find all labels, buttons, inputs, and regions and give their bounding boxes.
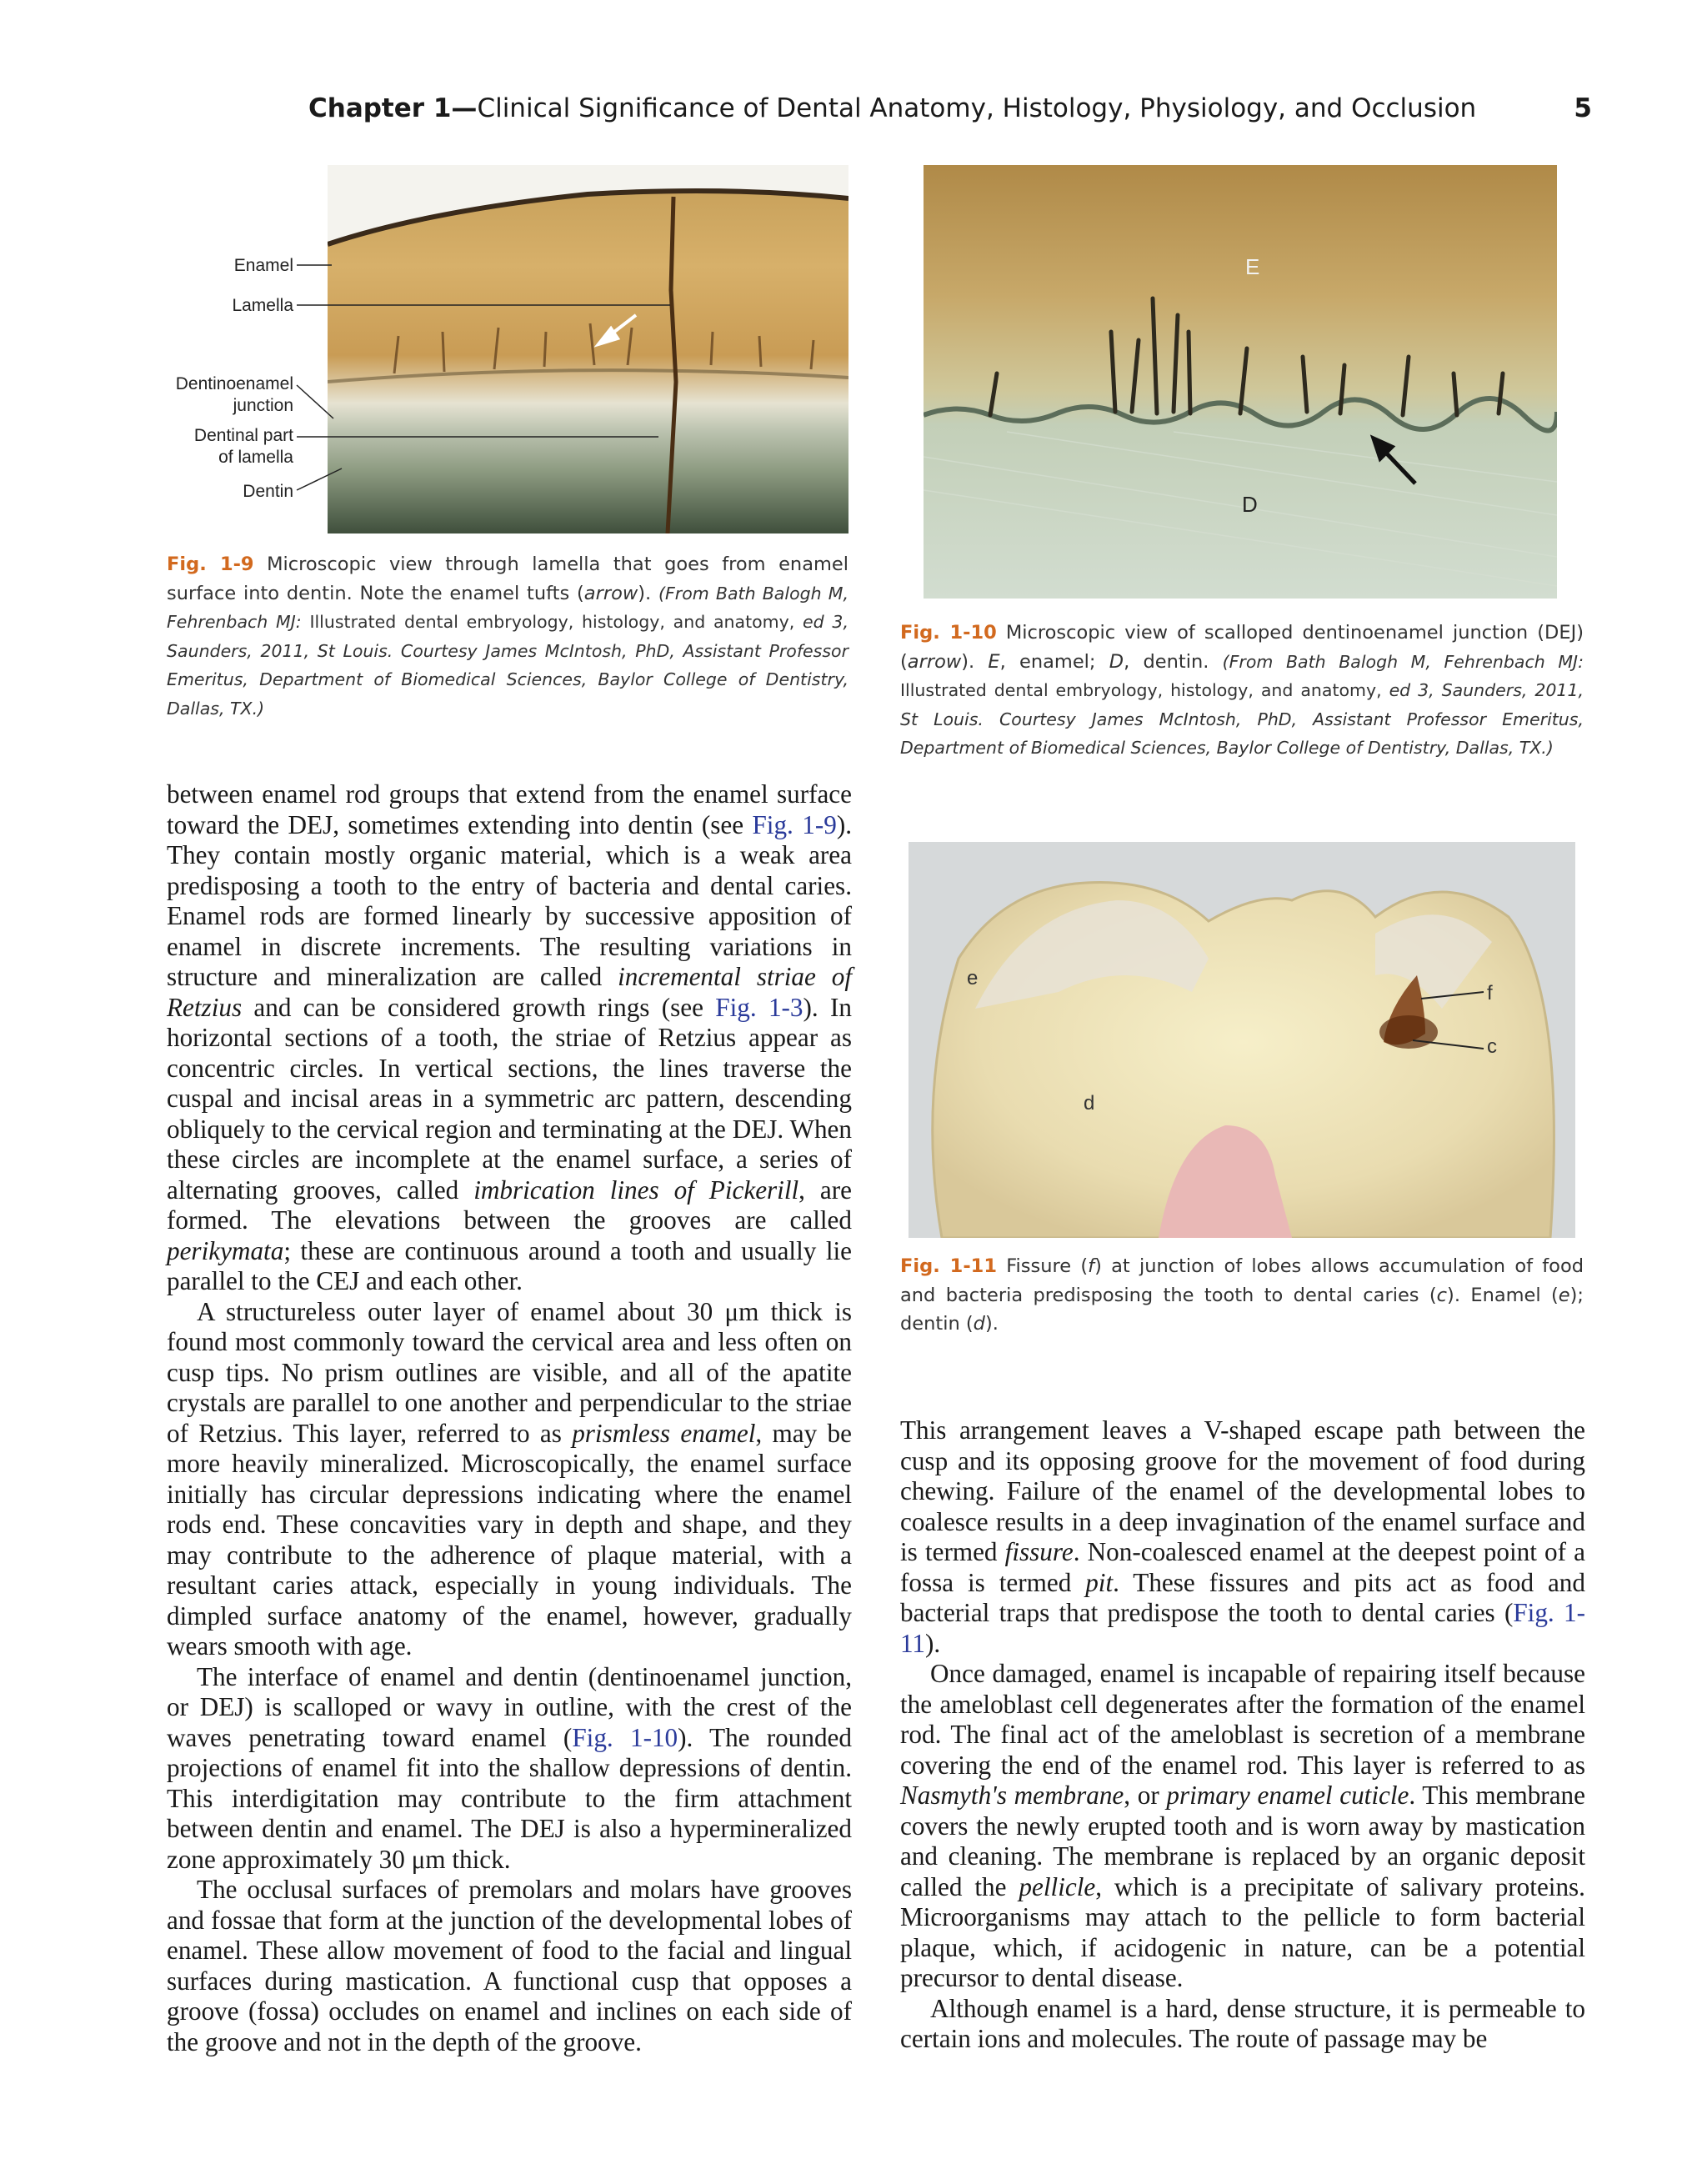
caption-text: Fissure (	[996, 1255, 1089, 1277]
label-dentin: Dentin	[243, 482, 293, 501]
label-dentinal-part	[150, 425, 293, 468]
right-paragraph-3	[900, 1994, 1585, 2055]
text: ). The rounded projections of enamel fit into the shallow depressions of dentin. This interdigitation may contribute to the firm attachment between dentin and enamel. The DEJ is also a hypermineralized zone approximately 30 μm thick.	[167, 1722, 852, 1874]
text: , or	[1124, 1781, 1167, 1810]
caption-text: ).	[961, 650, 989, 673]
label-dej	[150, 373, 293, 417]
text: ). In horizontal sections of a tooth, the striae of Retzius appear as concentric circles. In vertical sections, the lines traverse the cuspal and incisal areas in a symmetric arc pattern, descending obliquely to the cervical region and terminating at the DEJ. When these circles are incomplete at the enamel surface, a series of alternating grooves, called	[167, 992, 852, 1205]
caption-italic: d	[973, 1313, 985, 1335]
fig-1-10-caption	[900, 619, 1584, 763]
label-e: e	[967, 967, 979, 989]
italic-term: primary enamel cuticle	[1166, 1781, 1409, 1810]
label-dentinal-part-line2: of lamella	[218, 448, 293, 467]
fig-1-11-label: Fig. 1-11	[900, 1255, 997, 1277]
text: This arrangement leaves a V-shaped escape path between the cusp and its opposing groove for the movement of food during chewing. Failure of the enamel of the developmental lobes to coalesce results in a deep invagination of the enamel surface and is termed	[900, 1415, 1585, 1566]
text: A structureless outer layer of enamel about 30 μm thick is found most commonly toward the cervical area and less often on cusp tips. No prism outlines are visible, and all of the apatite crystals are parallel to one another and perpendicular to the striae of Retzius. This layer, referred to as	[167, 1296, 852, 1448]
caption-text: Microscopic view through lamella that goes from enamel surface into dentin. Note the enamel tufts (	[167, 554, 848, 604]
caption-source: (From Bath Balogh M, Fehrenbach MJ:	[167, 583, 848, 632]
caption-text: ).	[638, 582, 659, 604]
fig-1-10-image	[924, 165, 1557, 599]
italic-term: pellicle	[1019, 1871, 1096, 1901]
label-dej-line1: Dentinoenamel	[175, 374, 293, 393]
fig-reference-link[interactable]: Fig. 1-9	[752, 809, 837, 839]
label-D: D	[1242, 492, 1258, 517]
running-header	[308, 93, 1592, 132]
text: and can be considered growth rings (see	[242, 992, 716, 1022]
caption-source: (From Bath Balogh M, Fehrenbach MJ:	[1222, 651, 1584, 672]
italic-term: fissure	[1004, 1537, 1074, 1566]
label-E: E	[1245, 254, 1260, 279]
callout-leader-lines	[292, 250, 675, 500]
caption-text: , dentin.	[1124, 650, 1223, 673]
text: Although enamel is a hard, dense structure, it is permeable to certain ions and molecules. The route of passage may be	[900, 1993, 1585, 2053]
fig-1-9-label: Fig. 1-9	[167, 554, 254, 575]
fig-1-10-label: Fig. 1-10	[900, 622, 997, 644]
caption-italic: f	[1088, 1255, 1095, 1277]
page-number: 5	[1574, 93, 1592, 123]
text: ).	[925, 1628, 941, 1658]
fig-1-11-image	[909, 842, 1575, 1238]
caption-source: ed 3, Saunders, 2011, St Louis. Courtesy James McIntosh, PhD, Assistant Professor Emeritus, Department of Biomedical Sciences, Baylor College of Dentistry, Dallas, TX.)	[167, 612, 848, 719]
caption-italic: e	[1558, 1284, 1570, 1306]
text: ). They contain mostly organic material, which is a weak area predisposing a tooth to the entry of bacteria and dental caries. Enamel rods are formed linearly by successive apposition of enamel in discrete increments. The resulting variations in structure and mineralization are called	[167, 809, 852, 991]
text: . This membrane covers the newly erupted tooth and is worn away by mastication and cleaning. The membrane is replaced by an organic deposit called the	[900, 1781, 1585, 1901]
caption-text: Microscopic view of scalloped dentinoenamel junction (DEJ) (	[900, 622, 1584, 673]
caption-text: ) at junction of lobes allows accumulation of food and bacteria predisposing the tooth to dental caries (	[900, 1255, 1584, 1306]
label-lamella: Lamella	[232, 296, 293, 315]
caption-text: ). Enamel (	[1447, 1284, 1559, 1306]
right-paragraph-2	[900, 1659, 1585, 1994]
text: The interface of enamel and dentin (dentinoenamel junction, or DEJ) is scalloped or wavy in outline, with the crest of the waves penetrating toward enamel (	[167, 1661, 852, 1752]
chapter-label: Chapter 1—	[308, 93, 478, 123]
label-dej-line2: junction	[233, 396, 293, 415]
text: Once damaged, enamel is incapable of repairing itself because the ameloblast cell degenerates after the formation of the enamel rod. The final act of the ameloblast is secretion of a membrane covering the end of the enamel rod. This layer is referred to as	[900, 1659, 1585, 1780]
caption-source: Illustrated dental embryology, histology, and anatomy,	[309, 612, 803, 632]
italic-term: perikymata	[167, 1235, 284, 1265]
fig-1-9-caption	[167, 550, 848, 723]
caption-source: ed 3, Saunders, 2011, St Louis. Courtesy James McIntosh, PhD, Assistant Professor Emeritus, Department of Biomedical Sciences, Baylor College of Dentistry, Dallas, TX.)	[900, 680, 1584, 758]
left-paragraph-3	[167, 1662, 852, 1876]
left-paragraph-4	[167, 1875, 852, 2057]
caption-text: , enamel;	[999, 650, 1109, 673]
fig-reference-link[interactable]: Fig. 1-11	[900, 1598, 1585, 1658]
fig-reference-link[interactable]: Fig. 1-3	[715, 992, 803, 1022]
right-paragraph-1	[900, 1415, 1585, 1659]
caption-source: Illustrated dental embryology, histology, and anatomy,	[900, 680, 1389, 700]
chapter-title: Clinical Significance of Dental Anatomy, Histology, Physiology, and Occlusion	[477, 93, 1477, 123]
italic-term: imbrication lines of Pickerill	[473, 1175, 799, 1205]
text: . These fissures and pits act as food and bacterial traps that predispose the tooth to dental caries (	[900, 1567, 1585, 1627]
text: , are formed. The elevations between the grooves are called	[167, 1175, 852, 1235]
label-enamel: Enamel	[233, 256, 293, 275]
caption-italic: c	[1436, 1284, 1448, 1306]
caption-italic: E	[988, 650, 1000, 673]
left-paragraph-1	[167, 779, 852, 1297]
tooth-section-photo	[909, 842, 1575, 1238]
caption-text: ).	[984, 1313, 999, 1335]
caption-text: ); dentin (	[900, 1284, 1584, 1335]
italic-term: Nasmyth's membrane	[900, 1781, 1124, 1810]
text: The occlusal surfaces of premolars and molars have grooves and fossae that form at the junction of the developmental lobes of enamel. These allow movement of food to the facial and lingual surfaces during mastication. A functional cusp that opposes a groove (fossa) occludes on enamel and inclines on each side of the groove and not in the depth of the groove.	[167, 1875, 852, 2056]
caption-italic: arrow	[583, 582, 638, 604]
label-c: c	[1487, 1035, 1497, 1058]
fig-1-11-caption	[900, 1252, 1584, 1339]
fig-reference-link[interactable]: Fig. 1-10	[572, 1722, 678, 1752]
text: , may be more heavily mineralized. Microscopically, the enamel surface initially has circular depressions indicating where the enamel rods end. These concavities vary in depth and shape, and they may contribute to the adherence of plaque material, with a resultant caries attack, especially in young individuals. The dimpled surface anatomy of the enamel, however, gradually wears smooth with age.	[167, 1418, 852, 1661]
label-dentinal-part-line1: Dentinal part	[193, 426, 293, 445]
text: . Non-coalesced enamel at the deepest point of a fossa is termed	[900, 1537, 1586, 1597]
label-f: f	[1487, 982, 1493, 1004]
text: , which is a precipitate of salivary proteins. Microorganisms may attach to the pellicle to form bacterial plaque, which, if acidogenic in nature, can be a potential precursor to dental disease.	[900, 1871, 1585, 1992]
italic-term: pit	[1085, 1567, 1114, 1597]
label-d: d	[1084, 1092, 1095, 1115]
caption-italic: D	[1109, 650, 1124, 673]
left-column-text	[167, 779, 852, 2057]
italic-term: prismless enamel	[572, 1418, 756, 1448]
text: ; these are continuous around a tooth and usually lie parallel to the CEJ and each other.	[167, 1235, 852, 1295]
right-column-text	[900, 1415, 1585, 2055]
text: between enamel rod groups that extend from the enamel surface toward the DEJ, sometimes extending into dentin (see	[167, 779, 852, 839]
italic-term: incremental striae of Retzius	[167, 962, 852, 1022]
left-paragraph-2	[167, 1297, 852, 1662]
dej-micrograph	[924, 165, 1557, 599]
caption-italic: arrow	[907, 650, 962, 673]
